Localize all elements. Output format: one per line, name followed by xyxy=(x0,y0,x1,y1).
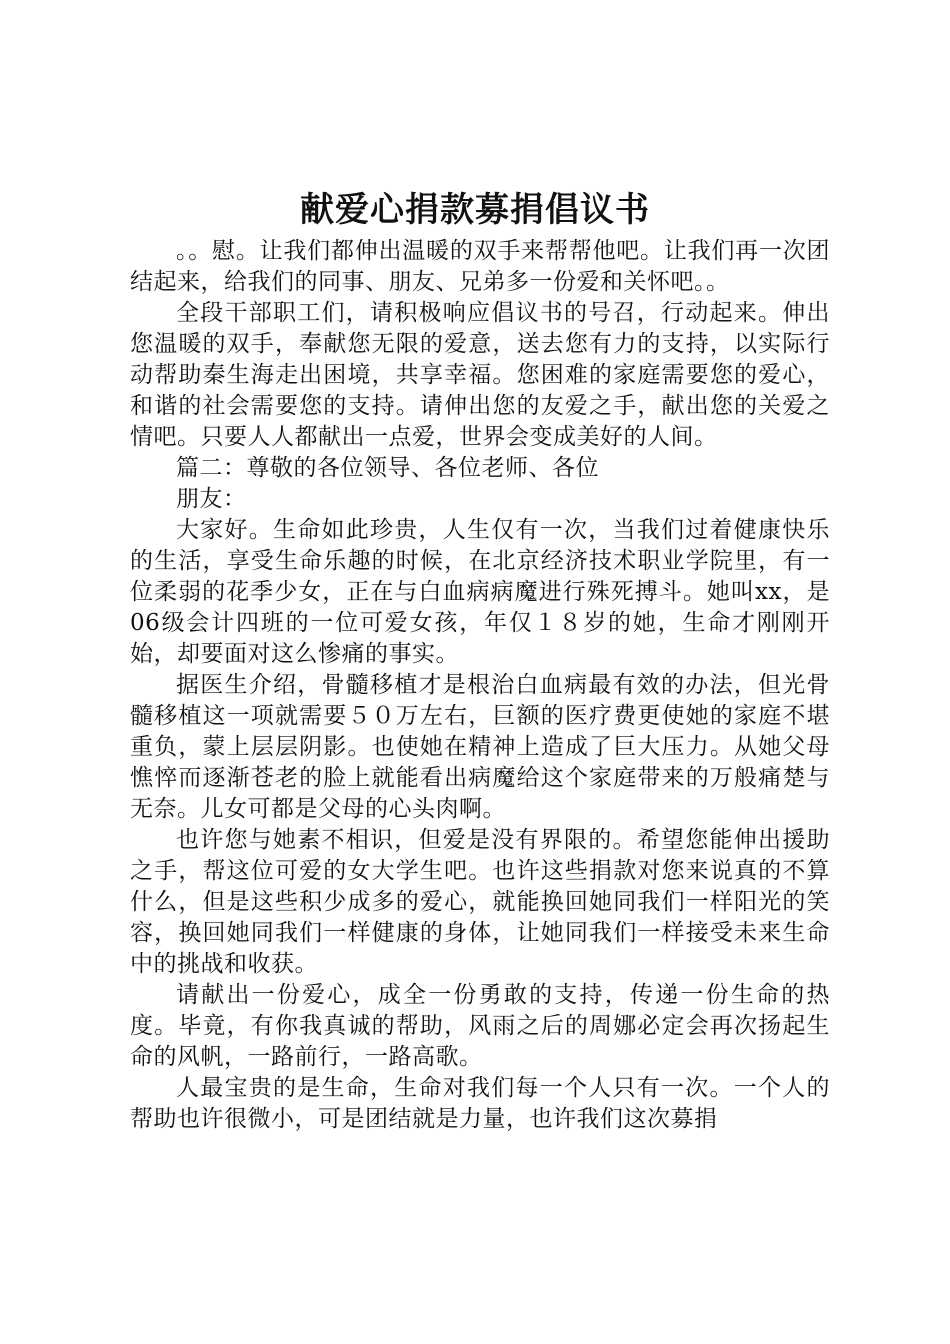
salutation: 朋友： xyxy=(176,486,247,512)
section-heading: 篇二：尊敬的各位领导、各位老师、各位 xyxy=(176,455,599,481)
paragraph: 也许您与她素不相识，但爱是没有界限的。希望您能伸出援助之手，帮这位可爱的女大学生吧。也许这些捐款对您来说真的不算什么，但是这些积少成多的爱心，就能换回她同我们一样阳光的笑容，换回她同我们一样健康的身体，让她同我们一样接受未来生命中的挑战和收获。 xyxy=(130,827,830,977)
paragraph: 大家好。生命如此珍贵，人生仅有一次，当我们过着健康快乐的生活，享受生命乐趣的时候，在北京经济技术职业学院里，有一位柔弱的花季少女，正在与白血病病魔进行殊死搏斗。她叫xx，是06级会计四班的一位可爱女孩，年仅１８岁的她，生命才刚刚开始，却要面对这么惨痛的事实。 xyxy=(130,517,830,667)
paragraph: 据医生介绍，骨髓移植才是根治白血病最有效的办法，但光骨髓移植这一项就需要５０万左右，巨额的医疗费更使她的家庭不堪重负，蒙上层层阴影。也使她在精神上造成了巨大压力。从她父母憔悴而逐渐苍老的脸上就能看出病魔给这个家庭带来的万般痛楚与无奈。儿女可都是父母的心头肉啊。 xyxy=(130,672,830,822)
paragraph: 全段干部职工们，请积极响应倡议书的号召，行动起来。伸出您温暖的双手，奉献您无限的爱意，送去您有力的支持，以实际行动帮助秦生海走出困境，共享幸福。您困难的家庭需要您的爱心，和谐的社会需要您的支持。请伸出您的友爱之手，献出您的关爱之情吧。只要人人都献出一点爱，世界会变成美好的人间。 xyxy=(130,300,830,450)
document-title: 献爱心捐款募捐倡议书 xyxy=(300,190,650,230)
paragraph: 请献出一份爱心，成全一份勇敢的支持，传递一份生命的热度。毕竟，有你我真诚的帮助，风雨之后的周娜必定会再次扬起生命的风帆，一路前行，一路高歌。 xyxy=(130,982,830,1070)
document-body xyxy=(130,236,830,1135)
paragraph: 人最宝贵的是生命，生命对我们每一个人只有一次。一个人的帮助也许很微小，可是团结就是力量，也许我们这次募捐 xyxy=(130,1075,830,1132)
paragraph: 。。慰。让我们都伸出温暖的双手来帮帮他吧。让我们再一次团结起来，给我们的同事、朋友、兄弟多一份爱和关怀吧。。 xyxy=(130,238,830,295)
